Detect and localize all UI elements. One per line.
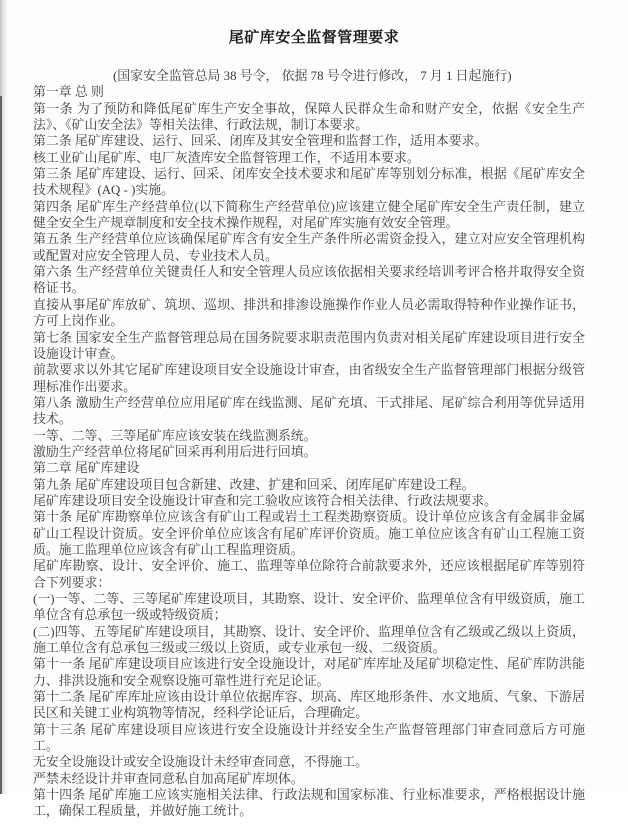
document-paragraph: 前款要求以外其它尾矿库建设项目安全设施设计审查，由省级安全生产监督管理部门根据分级管理标准作出要求。 bbox=[33, 363, 585, 394]
document-paragraph: 第五条 生产经营单位应该确保尾矿库含有安全生产条件所必需资金投入，建立对应安全管理机构或配置对应安全管理人员、专业技术人员。 bbox=[33, 232, 585, 263]
document-paragraph: 尾矿库建设项目安全设施设计审查和完工验收应该符合相关法律、行政法规要求。 bbox=[33, 493, 498, 508]
document-paragraph: 核工业矿山尾矿库、电厂灰渣库安全监督管理工作，不适用本要求。 bbox=[33, 150, 420, 165]
document-paragraph: 第八条 激励生产经营单位应用尾矿库在线监测、尾矿充填、干式排尾、尾矿综合利用等优异适用技术。 bbox=[33, 395, 585, 427]
document-paragraph: 第十四条 尾矿库施工应该实施相关法律、行政法规和国家标准、行业标准要求，严格根据设计施工，确保工程质量，并做好施工统计。 bbox=[33, 788, 585, 819]
document-paragraph: 第十条 尾矿库勘察单位应该含有矿山工程或岩土工程类勘察资质。设计单位应该含有金属非金属矿山工程设计资质。安全评价单位应该含有尾矿库评价资质。施工单位应该含有矿山工程施工资质。施工监理单位应该含有矿山工程监理资质。 bbox=[33, 510, 585, 557]
document-paragraph: 第十二条 尾矿库库址应该由设计单位依据库容、坝高、库区地形条件、水文地质、气象、下游居民区和关键工业构筑物等情况，经科学论证后，合理确定。 bbox=[33, 690, 585, 721]
document-subtitle: (国家安全监管总局 38 号令， 依据 78 号令进行修改， 7 月 1 日起施行) bbox=[113, 69, 512, 83]
document-paragraph: 第十三条 尾矿库建设项目应该进行安全设施设计并经安全生产监督管理部门审查同意后方可施工。 bbox=[33, 722, 585, 754]
scan-left-edge-line bbox=[0, 96, 2, 794]
document-paragraph: 第一条 为了预防和降低尾矿库生产安全事故，保障人民群众生命和财产安全，依据《安全生产法》、《矿山安全法》等相关法律、行政法规，制订本要求。 bbox=[33, 101, 585, 133]
document-body bbox=[33, 84, 585, 819]
document-paragraph: 第十一条 尾矿库建设项目应该进行安全设施设计，对尾矿库库址及尾矿坝稳定性、尾矿库防洪能力、排洪设施和安全观察设施可靠性进行充足论证。 bbox=[33, 657, 585, 688]
document-paragraph: 第六条 生产经营单位关键责任人和安全管理人员应该依据相关要求经培训考评合格并取得安全资格证书。 bbox=[33, 265, 585, 296]
document-paragraph: 尾矿库勘察、设计、安全评价、施工、监理等单位除符合前款要求外，还应该根据尾矿库等别符合下列要求： bbox=[33, 559, 585, 590]
document-paragraph: 第九条 尾矿库建设项目包含新建、改建、扩建和回采、闭库尾矿库建设工程。 bbox=[33, 477, 475, 492]
document-paragraph: (一)一等、二等、三等尾矿库建设项目，其勘察、设计、安全评价、监理单位含有甲级资质，施工单位含有总承包一级或特级资质； bbox=[33, 592, 585, 623]
document-paragraph: 严禁未经设计并审查同意私自加高尾矿库坝体。 bbox=[33, 771, 304, 786]
document-paragraph: 第二章 尾矿库建设 bbox=[33, 461, 140, 476]
document-paragraph: 第三条 尾矿库建设、运行、回采、闭库安全技术要求和尾矿库等别划分标准，根据《尾矿库安全技术规程》(AQ - )实施。 bbox=[33, 167, 585, 198]
document-paragraph: 无安全设施设计或安全设施设计未经审查同意，不得施工。 bbox=[33, 755, 369, 770]
document-title: 尾矿库安全监督管理要求 bbox=[228, 29, 400, 46]
document-paragraph: 第七条 国家安全生产监督管理总局在国务院要求职责范围内负责对相关尾矿库建设项目进行安全设施设计审查。 bbox=[33, 330, 585, 361]
document-content bbox=[0, 68, 628, 828]
document-paragraph: 第二条 尾矿库建设、运行、回采、闭库及其安全管理和监督工作，适用本要求。 bbox=[33, 134, 488, 149]
document-paragraph: (二)四等、五等尾矿库建设项目，其勘察、设计、安全评价、监理单位含有乙级或乙级以上资质，施工单位含有总承包三级或三级以上资质，或专业承包一级、二级资质。 bbox=[33, 624, 585, 656]
document-paragraph: 第四条 尾矿库生产经营单位(以下简称生产经营单位)应该建立健全尾矿库安全生产责任制，建立健全安全生产规章制度和安全技术操作规程，对尾矿库实施有效安全管理。 bbox=[33, 199, 585, 231]
document-paragraph: 直接从事尾矿库放矿、筑坝、巡坝、排洪和排渗设施操作作业人员必需取得特种作业操作证书，方可上岗作业。 bbox=[33, 297, 585, 329]
document-paragraph: 一等、二等、三等尾矿库应该安装在线监测系统。 bbox=[33, 428, 317, 443]
document-paragraph: 激励生产经营单位将尾矿回采再利用后进行回填。 bbox=[33, 444, 317, 459]
document-paragraph: 第一章 总 则 bbox=[33, 85, 104, 100]
